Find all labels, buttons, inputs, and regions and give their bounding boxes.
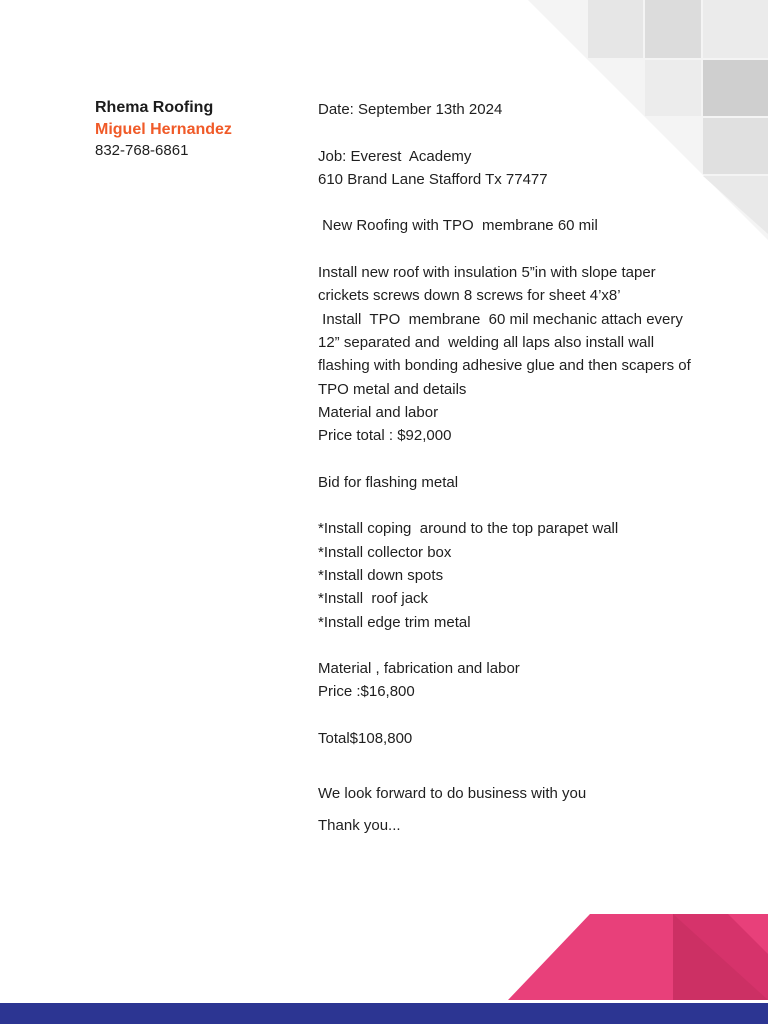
closing-line: We look forward to do business with you [318, 785, 587, 803]
bid-item: *Install edge trim metal [318, 613, 471, 631]
bid-item: *Install collector box [318, 543, 452, 561]
description-line: crickets screws down 8 screws for sheet 4’x8’ [318, 287, 621, 305]
price-total: Price total : $92,000 [318, 427, 452, 445]
letter-body [318, 98, 728, 837]
signoff-line: Thank you... [318, 816, 401, 834]
bid-item: *Install down spots [318, 566, 444, 584]
description-line: Install new roof with insulation 5”in with slope taper [318, 264, 656, 282]
description-line: Install TPO membrane 60 mil mechanic attach every [318, 310, 683, 328]
job-name: Job: Everest Academy [318, 147, 472, 165]
bid-item: *Install coping around to the top parapet wall [318, 520, 619, 538]
contact-phone: 832-768-6861 [95, 142, 189, 159]
description-line: flashing with bonding adhesive glue and then scapers of [318, 357, 691, 375]
bid-price: Price :$16,800 [318, 683, 415, 701]
grand-total: Total$108,800 [318, 730, 413, 748]
company-name: Rhema Roofing [95, 99, 214, 116]
material-labor: Material and labor [318, 403, 439, 421]
description-line: 12” separated and welding all laps also install wall [318, 333, 655, 351]
bid-title: Bid for flashing metal [318, 473, 459, 491]
bid-item: *Install roof jack [318, 590, 429, 608]
sender-block [95, 97, 295, 161]
contact-name: Miguel Hernandez [95, 121, 232, 138]
letter-date: Date: September 13th 2024 [318, 101, 503, 118]
roofing-subject: New Roofing with TPO membrane 60 mil [318, 217, 598, 235]
footer-bar [0, 1003, 768, 1024]
bid-material: Material , fabrication and labor [318, 660, 520, 678]
description-line: TPO metal and details [318, 380, 467, 398]
job-address: 610 Brand Lane Stafford Tx 77477 [318, 170, 548, 188]
